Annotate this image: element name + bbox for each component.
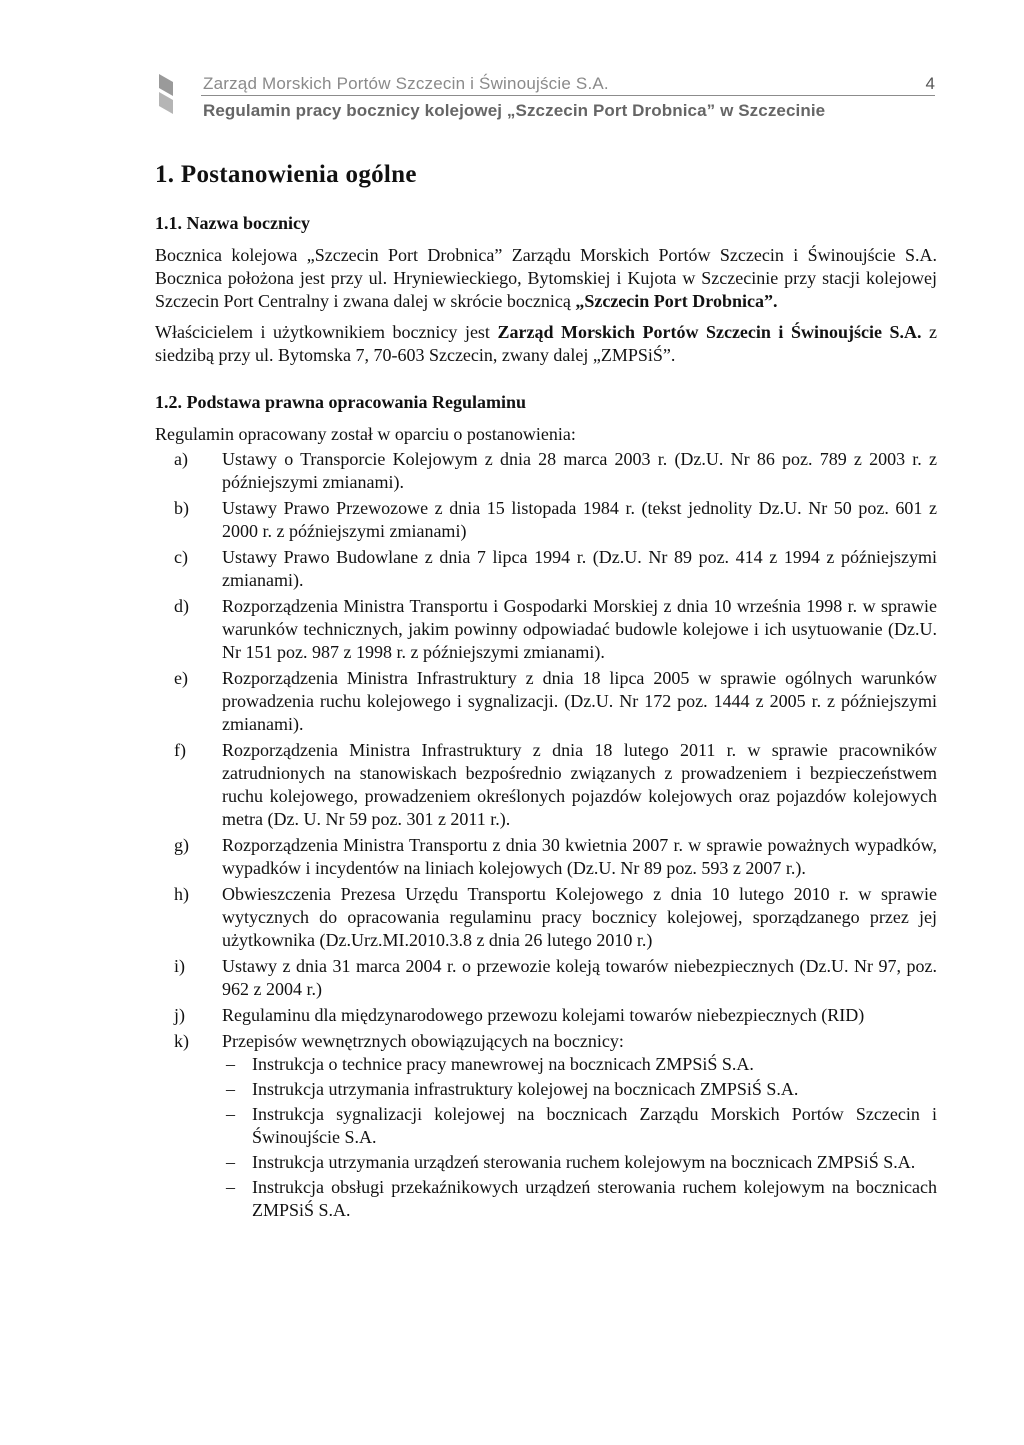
siding-name-text: Bocznica kolejowa „Szczecin Port Drobnica” Zarządu Morskich Portów Szczecin i Świnoujście S.A. Bocznica położona jest przy ul. Hryniewieckiego, Bytomskiej i Kujota w Szczecinie przy stacji kolejowej Szczecin Port Centralny i zwana dalej w skrócie bocznicą xyxy=(155,245,937,311)
section-1-2 xyxy=(155,391,937,1222)
header-company: Zarząd Morskich Portów Szczecin i Świnoujście S.A. xyxy=(203,74,609,93)
list-item-text: Regulaminu dla międzynarodowego przewozu kolejami towarów niebezpiecznych (RID) xyxy=(222,1005,865,1025)
section-title: 1. Postanowienia ogólne xyxy=(155,161,417,188)
list-marker: e) xyxy=(174,668,188,688)
list-item xyxy=(155,546,937,592)
sub-list-item xyxy=(222,1151,937,1174)
header-divider xyxy=(201,95,935,96)
list-marker: i) xyxy=(174,956,185,976)
sub-list-item xyxy=(222,1103,937,1149)
port-logo-icon xyxy=(155,72,177,120)
dash-marker: – xyxy=(226,1054,235,1074)
dash-marker: – xyxy=(226,1079,235,1099)
list-item-text: Obwieszczenia Prezesa Urzędu Transportu Kolejowego z dnia 10 lutego 2010 r. w sprawie wytycznych do opracowania regulaminu pracy bocznicy kolejowej, sporządzanego przez jej użytkownika (Dz.Urz.MI.2010.3.8 z dnia 26 lutego 2010 r.) xyxy=(222,884,937,950)
list-marker: h) xyxy=(174,884,189,904)
list-item-text: Rozporządzenia Ministra Infrastruktury z dnia 18 lutego 2011 r. w sprawie pracowników zatrudnionych na stanowiskach bezpośrednio związanych z prowadzeniem i bezpieczeństwem ruchu kolejowego, prowadzeniem określonych pojazdów kolejowych oraz pojazdów kolejowych metra (Dz. U. Nr 59 poz. 301 z 2011 r.). xyxy=(222,740,937,829)
internal-instructions-list xyxy=(222,1053,937,1222)
list-item-text: Przepisów wewnętrznych obowiązujących na bocznicy: xyxy=(222,1031,624,1051)
legal-basis-list xyxy=(155,448,937,1222)
list-item-text: Ustawy z dnia 31 marca 2004 r. o przewozie koleją towarów niebezpiecznych (Dz.U. Nr 97, poz. 962 z 2004 r.) xyxy=(222,956,937,999)
list-marker: b) xyxy=(174,498,189,518)
owner-text-end: z siedzibą przy ul. Bytomska 7, 70-603 Szczecin, zwany dalej „ZMPSiŚ”. xyxy=(155,322,937,365)
list-item xyxy=(155,739,937,831)
legal-basis-intro: Regulamin opracowany został w oparciu o postanowienia: xyxy=(155,424,576,444)
list-item xyxy=(155,955,937,1001)
siding-name-paragraph xyxy=(155,244,937,313)
list-item xyxy=(155,883,937,952)
sub-list-item-text: Instrukcja utrzymania urządzeń sterowania ruchem kolejowym na bocznicach ZMPSiŚ S.A. xyxy=(252,1152,916,1172)
header-subtitle: Regulamin pracy bocznicy kolejowej „Szczecin Port Drobnica” w Szczecinie xyxy=(203,101,826,120)
sub-list-item xyxy=(222,1053,937,1076)
list-item xyxy=(155,1030,937,1222)
list-item-text: Rozporządzenia Ministra Transportu z dnia 30 kwietnia 2007 r. w sprawie poważnych wypadków, wypadków i incydentów na liniach kolejowych (Dz.U. Nr 89 poz. 593 z 2007 r.). xyxy=(222,835,937,878)
list-item xyxy=(155,448,937,494)
list-marker: g) xyxy=(174,835,189,855)
list-marker: a) xyxy=(174,449,188,469)
list-item-text: Rozporządzenia Ministra Infrastruktury z dnia 18 lipca 2005 w sprawie ogólnych warunków prowadzenia ruchu kolejowego i sygnalizacji. (Dz.U. Nr 172 poz. 1444 z 2005 r. z późniejszymi zmianami). xyxy=(222,668,937,734)
list-item xyxy=(155,1004,937,1027)
dash-marker: – xyxy=(226,1104,235,1124)
owner-name-bold: Zarząd Morskich Portów Szczecin i Świnoujście S.A. xyxy=(497,322,922,342)
siding-name-bold: „Szczecin Port Drobnica”. xyxy=(575,291,778,311)
list-item-text: Ustawy Prawo Budowlane z dnia 7 lipca 1994 r. (Dz.U. Nr 89 poz. 414 z 1994 z późniejszymi zmianami). xyxy=(222,547,937,590)
list-item-text: Rozporządzenia Ministra Transportu i Gospodarki Morskiej z dnia 10 września 1998 r. w sprawie warunków technicznych, jakim powinny odpowiadać budowle kolejowe i ich usytuowanie (Dz.U. Nr 151 poz. 987 z 1998 r. z późniejszymi zmianami). xyxy=(222,596,937,662)
dash-marker: – xyxy=(226,1177,235,1197)
dash-marker: – xyxy=(226,1152,235,1172)
owner-text-start: Właścicielem i użytkownikiem bocznicy jest xyxy=(155,322,498,342)
sub-list-item-text: Instrukcja utrzymania infrastruktury kolejowej na bocznicach ZMPSiŚ S.A. xyxy=(252,1079,799,1099)
sub-list-item-text: Instrukcja o technice pracy manewrowej na bocznicach ZMPSiŚ S.A. xyxy=(252,1054,754,1074)
page-number: 4 xyxy=(925,74,935,93)
document-body xyxy=(155,160,937,1246)
owner-paragraph xyxy=(155,321,937,367)
list-item-text: Ustawy o Transporcie Kolejowym z dnia 28 marca 2003 r. (Dz.U. Nr 86 poz. 789 z 2003 r. z późniejszymi zmianami). xyxy=(222,449,937,492)
list-marker: c) xyxy=(174,547,188,567)
sub-list-item xyxy=(222,1078,937,1101)
sub-list-item-text: Instrukcja sygnalizacji kolejowej na bocznicach Zarządu Morskich Portów Szczecin i Świnoujście S.A. xyxy=(252,1104,937,1147)
section-1-1 xyxy=(155,212,937,367)
list-marker: k) xyxy=(174,1031,189,1051)
list-marker: f) xyxy=(174,740,186,760)
sub-list-item xyxy=(222,1176,937,1222)
list-item-text: Ustawy Prawo Przewozowe z dnia 15 listopada 1984 r. (tekst jednolity Dz.U. Nr 50 poz. 601 z 2000 r. z późniejszymi zmianami) xyxy=(222,498,937,541)
section-1-2-heading: 1.2. Podstawa prawna opracowania Regulaminu xyxy=(155,392,527,412)
section-1-1-heading: 1.1. Nazwa bocznicy xyxy=(155,213,310,233)
list-item xyxy=(155,497,937,543)
list-item xyxy=(155,834,937,880)
list-item xyxy=(155,667,937,736)
list-marker: d) xyxy=(174,596,189,616)
sub-list-item-text: Instrukcja obsługi przekaźnikowych urządzeń sterowania ruchem kolejowym na bocznicach ZMPSiŚ S.A. xyxy=(252,1177,937,1220)
list-marker: j) xyxy=(174,1005,185,1025)
list-item xyxy=(155,595,937,664)
